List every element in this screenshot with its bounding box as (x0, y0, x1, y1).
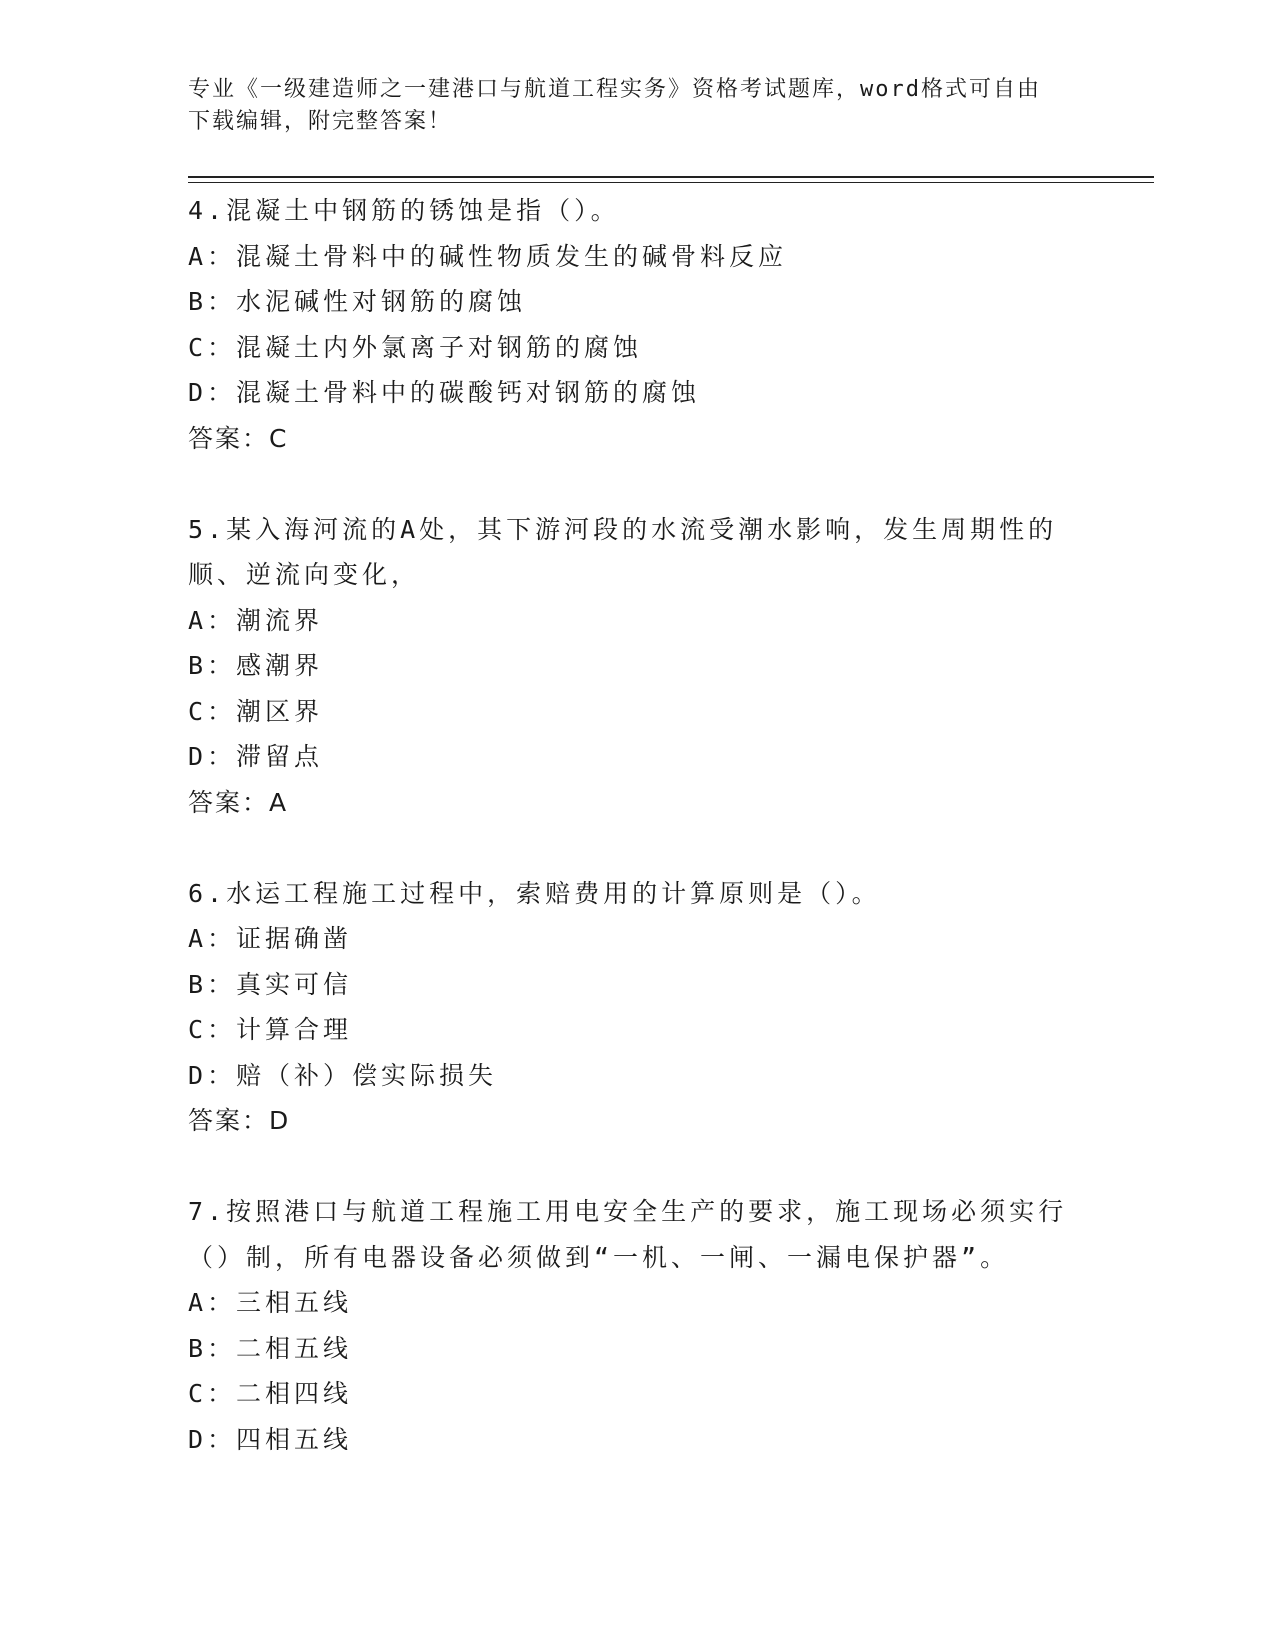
question-stem-continued: （）制，所有电器设备必须做到“一机、一闸、一漏电保护器”。 (188, 1242, 1010, 1272)
header-divider-thick (188, 176, 1154, 178)
question-stem: 6.水运工程施工过程中，索赔费用的计算原则是（）。 (188, 878, 881, 908)
option-c: C：计算合理 (188, 1015, 353, 1044)
question-stem: 4.混凝土中钢筋的锈蚀是指（）。 (188, 196, 620, 225)
option-a: A：混凝土骨料中的碱性物质发生的碱骨料反应 (188, 241, 788, 271)
option-d: D：四相五线 (188, 1424, 353, 1454)
question-4 (188, 188, 1088, 461)
spacer (188, 461, 1088, 507)
question-list (188, 188, 1088, 1462)
option-c: C：二相四线 (188, 1379, 353, 1408)
answer-line: 答案：D (188, 1106, 291, 1135)
answer-line: 答案：C (188, 423, 289, 453)
question-7 (188, 1189, 1088, 1462)
question-stem: 5.某入海河流的A处，其下游河段的水流受潮水影响，发生周期性的 (188, 514, 1058, 544)
question-6 (188, 871, 1088, 1144)
option-b: B：二相五线 (188, 1333, 353, 1363)
option-a: A：证据确凿 (188, 924, 353, 953)
option-d: D：赔（补）偿实际损失 (188, 1060, 498, 1090)
question-stem-continued: 顺、逆流向变化， (188, 560, 421, 589)
option-d: D：滞留点 (188, 742, 324, 771)
option-b: B：真实可信 (188, 969, 353, 999)
spacer (188, 1144, 1088, 1190)
option-b: B：水泥碱性对钢筋的腐蚀 (188, 287, 527, 316)
option-a: A：潮流界 (188, 605, 324, 635)
question-5 (188, 507, 1088, 826)
option-c: C：混凝土内外氯离子对钢筋的腐蚀 (188, 332, 643, 362)
option-b: B：感潮界 (188, 651, 324, 680)
option-a: A：三相五线 (188, 1288, 353, 1317)
option-c: C：潮区界 (188, 696, 324, 726)
header-line-1: 专业《一级建造师之一建港口与航道工程实务》资格考试题库，word格式可自由 (188, 77, 1041, 102)
document-header (188, 74, 1088, 138)
question-stem: 7.按照港口与航道工程施工用电安全生产的要求，施工现场必须实行 (188, 1197, 1068, 1226)
header-line-2: 下载编辑，附完整答案！ (188, 109, 453, 134)
answer-line: 答案：A (188, 787, 289, 817)
option-d: D：混凝土骨料中的碳酸钙对钢筋的腐蚀 (188, 378, 701, 407)
header-divider-thin (188, 182, 1154, 183)
spacer (188, 825, 1088, 871)
